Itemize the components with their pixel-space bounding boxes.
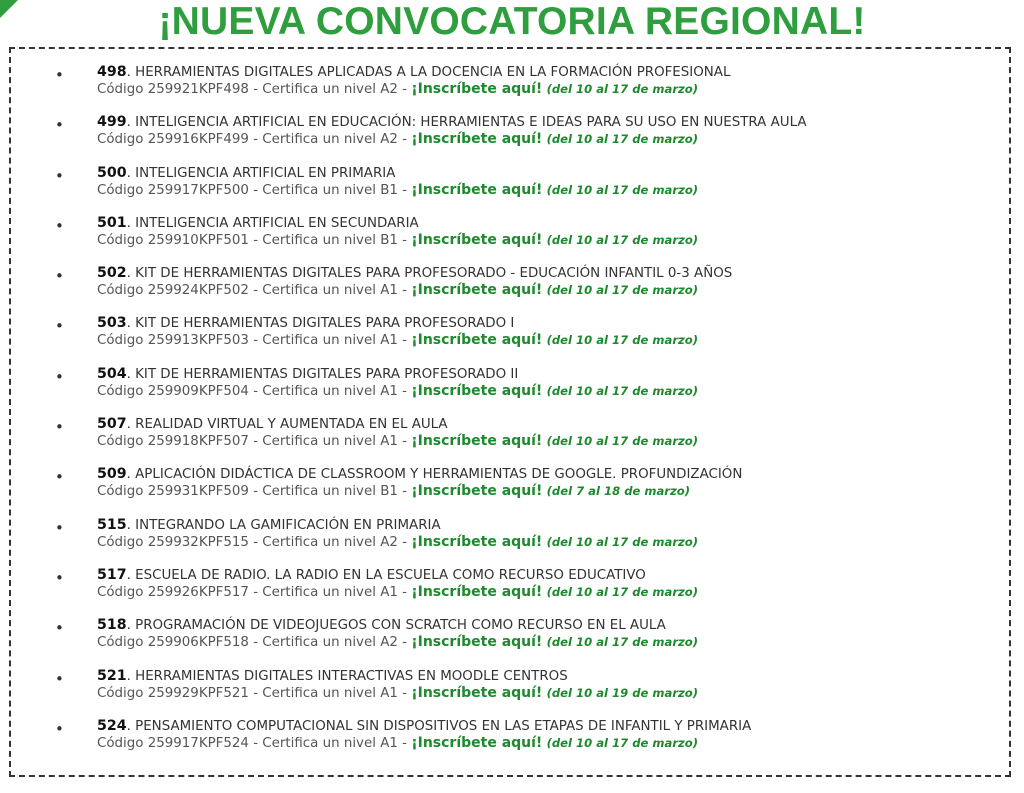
course-details-line — [97, 634, 1009, 651]
course-details: Código 259929KPF521 - Certifica un nivel A1 - — [97, 685, 412, 701]
bullet-icon: • — [55, 66, 64, 84]
course-item — [11, 668, 1009, 718]
course-number: 517 — [97, 566, 127, 583]
course-title-line — [97, 668, 1009, 685]
course-title: . KIT DE HERRAMIENTAS DIGITALES PARA PROFESORADO - EDUCACIÓN INFANTIL 0-3 AÑOS — [126, 266, 733, 282]
course-item — [11, 567, 1009, 617]
course-title-line — [97, 315, 1009, 332]
course-dates: (del 10 al 17 de marzo) — [546, 534, 699, 549]
course-dates: (del 10 al 17 de marzo) — [546, 584, 699, 599]
bullet-icon: • — [55, 468, 64, 487]
page-title: ¡NUEVA CONVOCATORIA REGIONAL! — [158, 0, 866, 43]
course-dates: (del 10 al 19 de marzo) — [546, 685, 699, 700]
course-item — [11, 366, 1009, 416]
course-details: Código 259932KPF515 - Certifica un nivel A2 - — [97, 534, 412, 550]
course-title: . PROGRAMACIÓN DE VIDEOJUEGOS CON SCRATCH COMO RECURSO EN EL AULA — [126, 618, 666, 634]
course-title: . INTELIGENCIA ARTIFICIAL EN PRIMARIA — [126, 165, 396, 181]
bullet-icon: • — [55, 418, 64, 437]
course-dates: (del 10 al 17 de marzo) — [546, 232, 699, 247]
course-dates: (del 10 al 17 de marzo) — [546, 434, 699, 449]
course-details-line — [97, 433, 1009, 450]
course-details-line — [97, 282, 1009, 299]
course-number: 518 — [97, 617, 127, 634]
course-details-line — [97, 131, 1009, 148]
course-item — [11, 517, 1009, 567]
course-title-line — [97, 466, 1009, 483]
signup-link[interactable]: ¡Inscríbete aquí! — [411, 634, 543, 651]
bullet-icon: • — [55, 568, 64, 587]
course-details-line — [97, 735, 1009, 752]
course-number: 515 — [97, 516, 127, 533]
course-dates: (del 10 al 17 de marzo) — [546, 635, 699, 650]
course-number: 501 — [97, 214, 127, 231]
course-item — [11, 315, 1009, 365]
course-details-line — [97, 332, 1009, 349]
course-details-line — [97, 534, 1009, 551]
signup-link[interactable]: ¡Inscríbete aquí! — [411, 382, 543, 399]
course-title-line — [97, 617, 1009, 634]
course-title: . INTEGRANDO LA GAMIFICACIÓN EN PRIMARIA — [126, 517, 441, 533]
course-title: . KIT DE HERRAMIENTAS DIGITALES PARA PROFESORADO I — [126, 316, 515, 332]
course-details-line — [97, 685, 1009, 702]
course-title-line — [97, 165, 1009, 182]
bullet-icon: • — [55, 267, 64, 286]
course-title: . ESCUELA DE RADIO. LA RADIO EN LA ESCUELA COMO RECURSO EDUCATIVO — [126, 567, 646, 583]
course-list-box — [9, 47, 1011, 777]
course-number: 500 — [97, 164, 127, 181]
course-details-line — [97, 584, 1009, 601]
course-item — [11, 617, 1009, 667]
signup-link[interactable]: ¡Inscríbete aquí! — [411, 583, 543, 600]
signup-link[interactable]: ¡Inscríbete aquí! — [411, 131, 543, 148]
course-number: 504 — [97, 365, 127, 382]
bullet-icon: • — [55, 619, 64, 638]
course-title: . HERRAMIENTAS DIGITALES APLICADAS A LA DOCENCIA EN LA FORMACIÓN PROFESIONAL — [126, 65, 731, 80]
signup-link[interactable]: ¡Inscríbete aquí! — [411, 231, 543, 248]
course-number: 524 — [97, 717, 127, 734]
course-details: Código 259924KPF502 - Certifica un nivel A1 - — [97, 283, 412, 299]
course-item — [11, 215, 1009, 265]
signup-link[interactable]: ¡Inscríbete aquí! — [411, 533, 543, 550]
course-title: . INTELIGENCIA ARTIFICIAL EN EDUCACIÓN: HERRAMIENTAS E IDEAS PARA SU USO EN NUESTRA AULA — [126, 115, 807, 131]
course-list — [11, 64, 1009, 768]
course-title: . REALIDAD VIRTUAL Y AUMENTADA EN EL AULA — [126, 417, 448, 433]
course-details: Código 259913KPF503 - Certifica un nivel A1 - — [97, 333, 412, 349]
course-details: Código 259917KPF500 - Certifica un nivel B1 - — [97, 182, 412, 198]
course-details-line — [97, 232, 1009, 249]
signup-link[interactable]: ¡Inscríbete aquí! — [411, 332, 543, 349]
signup-link[interactable]: ¡Inscríbete aquí! — [411, 684, 543, 701]
course-title-line — [97, 265, 1009, 282]
course-number: 498 — [97, 64, 127, 80]
signup-link[interactable]: ¡Inscríbete aquí! — [411, 734, 543, 751]
course-title: . HERRAMIENTAS DIGITALES INTERACTIVAS EN MOODLE CENTROS — [126, 668, 568, 684]
course-details: Código 259910KPF501 - Certifica un nivel B1 - — [97, 232, 412, 248]
course-details-line — [97, 483, 1009, 500]
course-dates: (del 10 al 17 de marzo) — [546, 82, 699, 96]
bullet-icon: • — [55, 116, 64, 135]
course-title: . INTELIGENCIA ARTIFICIAL EN SECUNDARIA — [126, 215, 419, 231]
course-item — [11, 718, 1009, 768]
course-title-line — [97, 517, 1009, 534]
course-dates: (del 10 al 17 de marzo) — [546, 283, 699, 298]
course-item — [11, 64, 1009, 114]
bullet-icon: • — [55, 216, 64, 235]
course-dates: (del 10 al 17 de marzo) — [546, 383, 699, 398]
course-details: Código 259916KPF499 - Certifica un nivel A2 - — [97, 132, 412, 148]
course-details-line — [97, 182, 1009, 199]
course-title-line — [97, 114, 1009, 131]
course-details: Código 259917KPF524 - Certifica un nivel A1 - — [97, 735, 412, 751]
course-title-line — [97, 215, 1009, 232]
course-details: Código 259931KPF509 - Certifica un nivel B1 - — [97, 484, 412, 500]
course-details-line — [97, 383, 1009, 400]
course-item — [11, 265, 1009, 315]
course-number: 521 — [97, 667, 127, 684]
course-dates: (del 7 al 18 de marzo) — [546, 484, 691, 499]
course-details: Código 259921KPF498 - Certifica un nivel A2 - — [97, 82, 412, 97]
course-item — [11, 416, 1009, 466]
course-title-line — [97, 567, 1009, 584]
bullet-icon: • — [55, 518, 64, 537]
course-title: . APLICACIÓN DIDÁCTICA DE CLASSROOM Y HERRAMIENTAS DE GOOGLE. PROFUNDIZACIÓN — [126, 467, 743, 483]
course-details: Código 259906KPF518 - Certifica un nivel A2 - — [97, 635, 412, 651]
course-number: 502 — [97, 265, 127, 282]
course-dates: (del 10 al 17 de marzo) — [546, 735, 699, 750]
signup-link[interactable]: ¡Inscríbete aquí! — [411, 282, 543, 299]
course-dates: (del 10 al 17 de marzo) — [546, 182, 699, 197]
signup-link[interactable]: ¡Inscríbete aquí! — [411, 433, 543, 450]
bullet-icon: • — [55, 669, 64, 688]
course-details: Código 259918KPF507 - Certifica un nivel A1 - — [97, 434, 412, 450]
course-title-line — [97, 718, 1009, 735]
course-title: . PENSAMIENTO COMPUTACIONAL SIN DISPOSITIVOS EN LAS ETAPAS DE INFANTIL Y PRIMARIA — [126, 718, 752, 734]
course-number: 507 — [97, 416, 127, 433]
course-title: . KIT DE HERRAMIENTAS DIGITALES PARA PROFESORADO II — [126, 366, 519, 382]
bullet-icon: • — [55, 719, 64, 738]
course-details-line — [97, 81, 1009, 98]
bullet-icon: • — [55, 166, 64, 185]
signup-link[interactable]: ¡Inscríbete aquí! — [411, 483, 543, 500]
course-title-line — [97, 416, 1009, 433]
course-details: Código 259926KPF517 - Certifica un nivel A1 - — [97, 584, 412, 600]
course-dates: (del 10 al 17 de marzo) — [546, 333, 699, 348]
signup-link[interactable]: ¡Inscríbete aquí! — [411, 181, 543, 198]
bullet-icon: • — [55, 367, 64, 386]
course-dates: (del 10 al 17 de marzo) — [546, 132, 699, 147]
course-title-line — [97, 64, 1009, 81]
course-number: 499 — [97, 114, 127, 131]
signup-link[interactable]: ¡Inscríbete aquí! — [411, 81, 543, 97]
course-details: Código 259909KPF504 - Certifica un nivel A1 - — [97, 383, 412, 399]
course-number: 509 — [97, 466, 127, 483]
course-item — [11, 466, 1009, 516]
course-title-line — [97, 366, 1009, 383]
bullet-icon: • — [55, 317, 64, 336]
course-item — [11, 165, 1009, 215]
course-item — [11, 114, 1009, 164]
course-number: 503 — [97, 315, 127, 332]
